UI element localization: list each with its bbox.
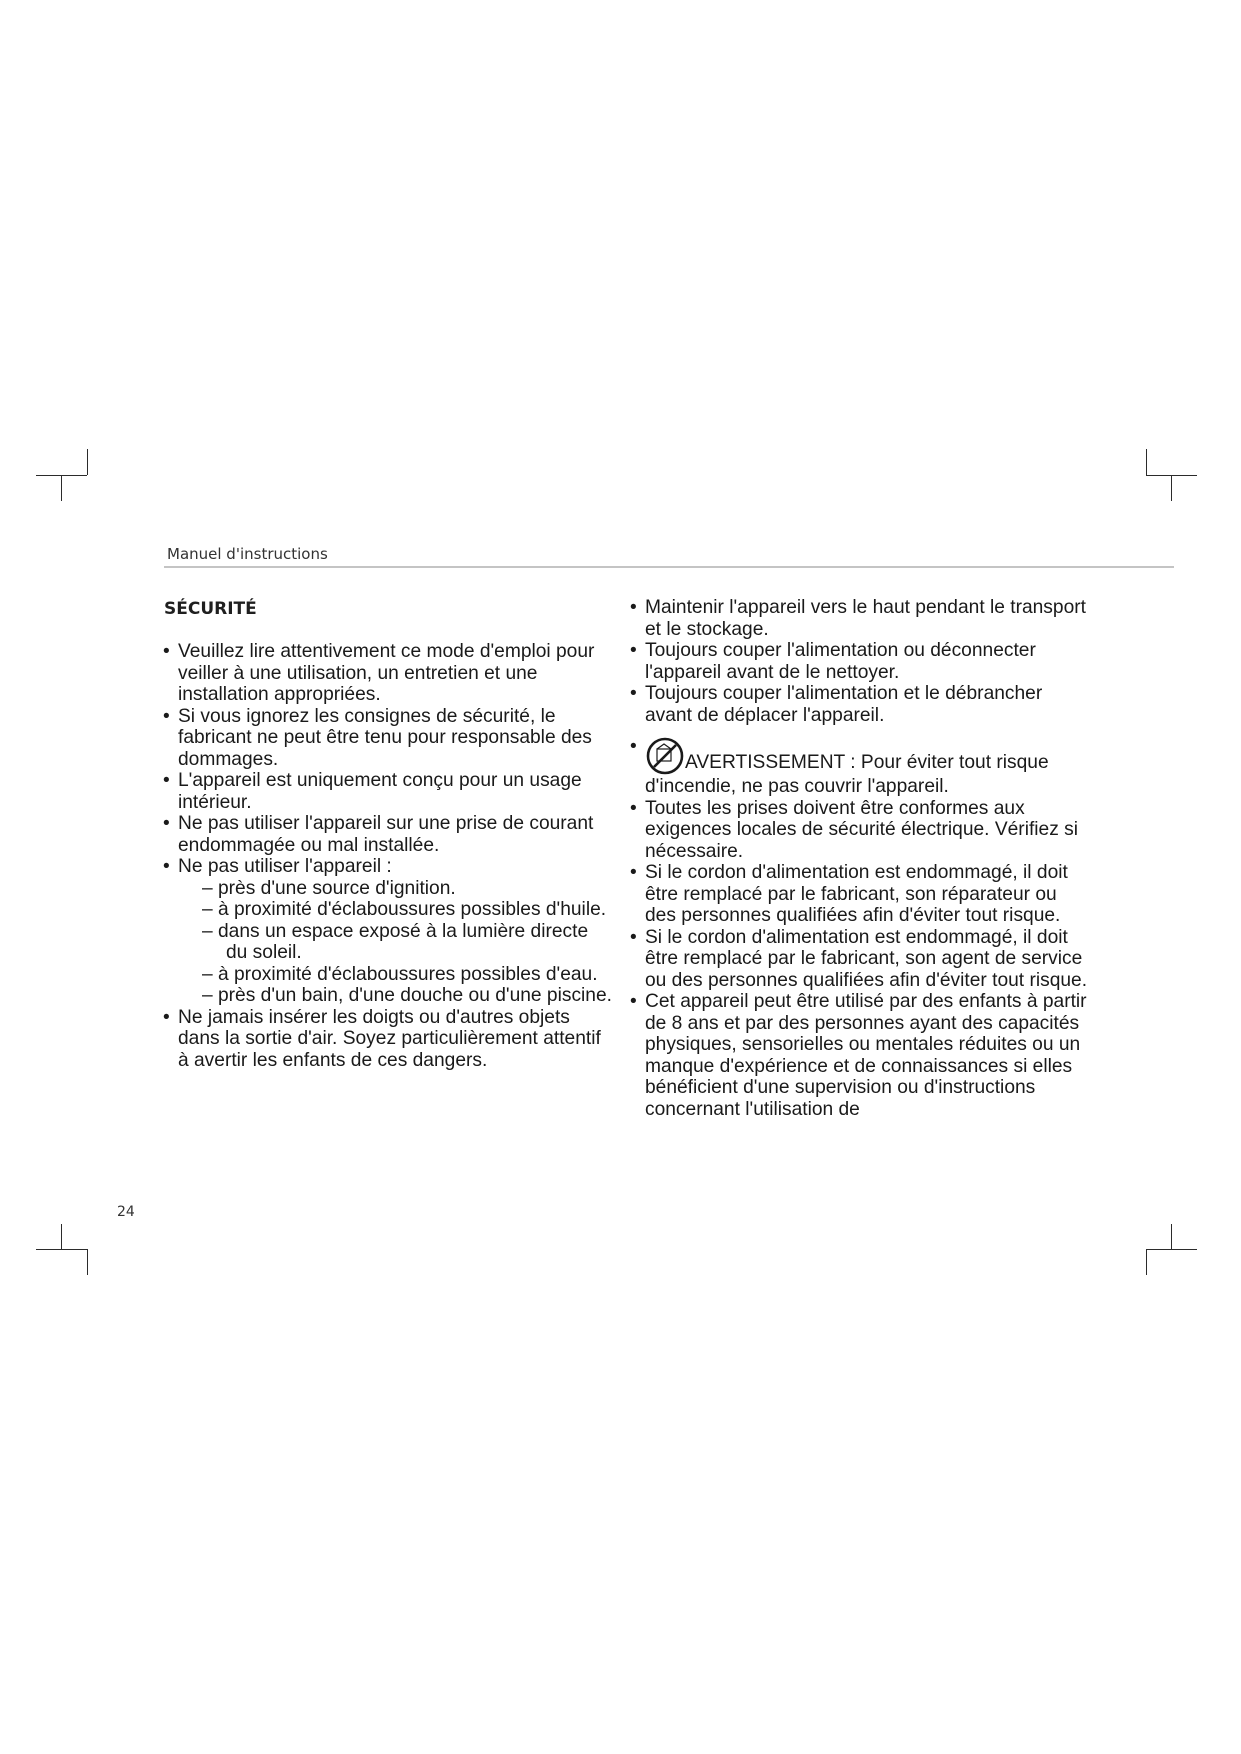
crop-mark (36, 475, 62, 476)
crop-mark (87, 449, 88, 475)
sub-list (178, 878, 613, 1007)
list-item: • Veuillez lire attentivement ce mode d'emploi pour veiller à une utilisation, un entretien et une installation appropriées. (163, 641, 613, 706)
sub-list-item: – à proximité d'éclaboussures possibles d'eau. (206, 964, 613, 986)
sub-list-item: – près d'un bain, d'une douche ou d'une piscine. (206, 985, 613, 1007)
header-divider (164, 566, 1174, 568)
list-item: • Cet appareil peut être utilisé par des enfants à partir de 8 ans et par des personnes ayant des capacités physiques, sensorielles ou mentales réduites ou un manque d'expérience et de connaissances si elles bénéficient d'une supervision ou d'instructions concernant l'utilisation de (630, 991, 1090, 1120)
safety-list-right (630, 597, 1090, 1120)
crop-mark (1146, 475, 1172, 476)
page-number: 24 (117, 1204, 135, 1220)
safety-list-left (163, 641, 613, 1071)
list-item: • Ne pas utiliser l'appareil sur une prise de courant endommagée ou mal installée. (163, 813, 613, 856)
list-item (163, 856, 613, 1007)
warning-text: AVERTISSEMENT : Pour éviter tout risque d'incendie, ne pas couvrir l'appareil. (645, 752, 1049, 797)
list-item: • Toujours couper l'alimentation ou déconnecter l'appareil avant de le nettoyer. (630, 640, 1090, 683)
crop-mark (87, 1249, 88, 1275)
crop-mark (61, 1249, 87, 1250)
crop-mark (1146, 1249, 1147, 1275)
left-column (163, 641, 613, 1071)
warning-list-item (630, 736, 1090, 798)
list-item: • Toutes les prises doivent être conformes aux exigences locales de sécurité électrique. Vérifiez si nécessaire. (630, 798, 1090, 863)
crop-mark (1171, 1249, 1197, 1250)
list-item: • Si le cordon d'alimentation est endommagé, il doit être remplacé par le fabricant, son réparateur ou des personnes qualifiées afin d'éviter tout risque. (630, 862, 1090, 927)
crop-mark (36, 1249, 62, 1250)
list-item: • Ne jamais insérer les doigts ou d'autres objets dans la sortie d'air. Soyez particulièrement attentif à avertir les enfants de ces dangers. (163, 1007, 613, 1072)
list-item: • Maintenir l'appareil vers le haut pendant le transport et le stockage. (630, 597, 1090, 640)
do-not-cover-icon (645, 736, 685, 776)
manual-header-label: Manuel d'instructions (167, 545, 328, 563)
list-item: • Si le cordon d'alimentation est endommagé, il doit être remplacé par le fabricant, son agent de service ou des personnes qualifiées afin d'éviter tout risque. (630, 927, 1090, 992)
crop-mark (1146, 449, 1147, 475)
crop-mark (1171, 475, 1172, 501)
sub-list-item: – dans un espace exposé à la lumière directe du soleil. (206, 921, 613, 964)
right-column (630, 597, 1090, 1120)
section-title: SÉCURITÉ (164, 599, 257, 619)
list-item: • Toujours couper l'alimentation et le débrancher avant de déplacer l'appareil. (630, 683, 1090, 726)
crop-mark (1171, 1224, 1172, 1250)
list-item: • L'appareil est uniquement conçu pour un usage intérieur. (163, 770, 613, 813)
crop-mark (1171, 475, 1197, 476)
crop-mark (61, 475, 62, 501)
crop-mark (61, 475, 87, 476)
crop-mark (1146, 1249, 1172, 1250)
list-item: • Si vous ignorez les consignes de sécurité, le fabricant ne peut être tenu pour responsable des dommages. (163, 706, 613, 771)
crop-mark (61, 1224, 62, 1250)
sub-list-item: – à proximité d'éclaboussures possibles d'huile. (206, 899, 613, 921)
sub-list-item: – près d'une source d'ignition. (206, 878, 613, 900)
list-item-text: Ne pas utiliser l'appareil : (178, 856, 392, 877)
